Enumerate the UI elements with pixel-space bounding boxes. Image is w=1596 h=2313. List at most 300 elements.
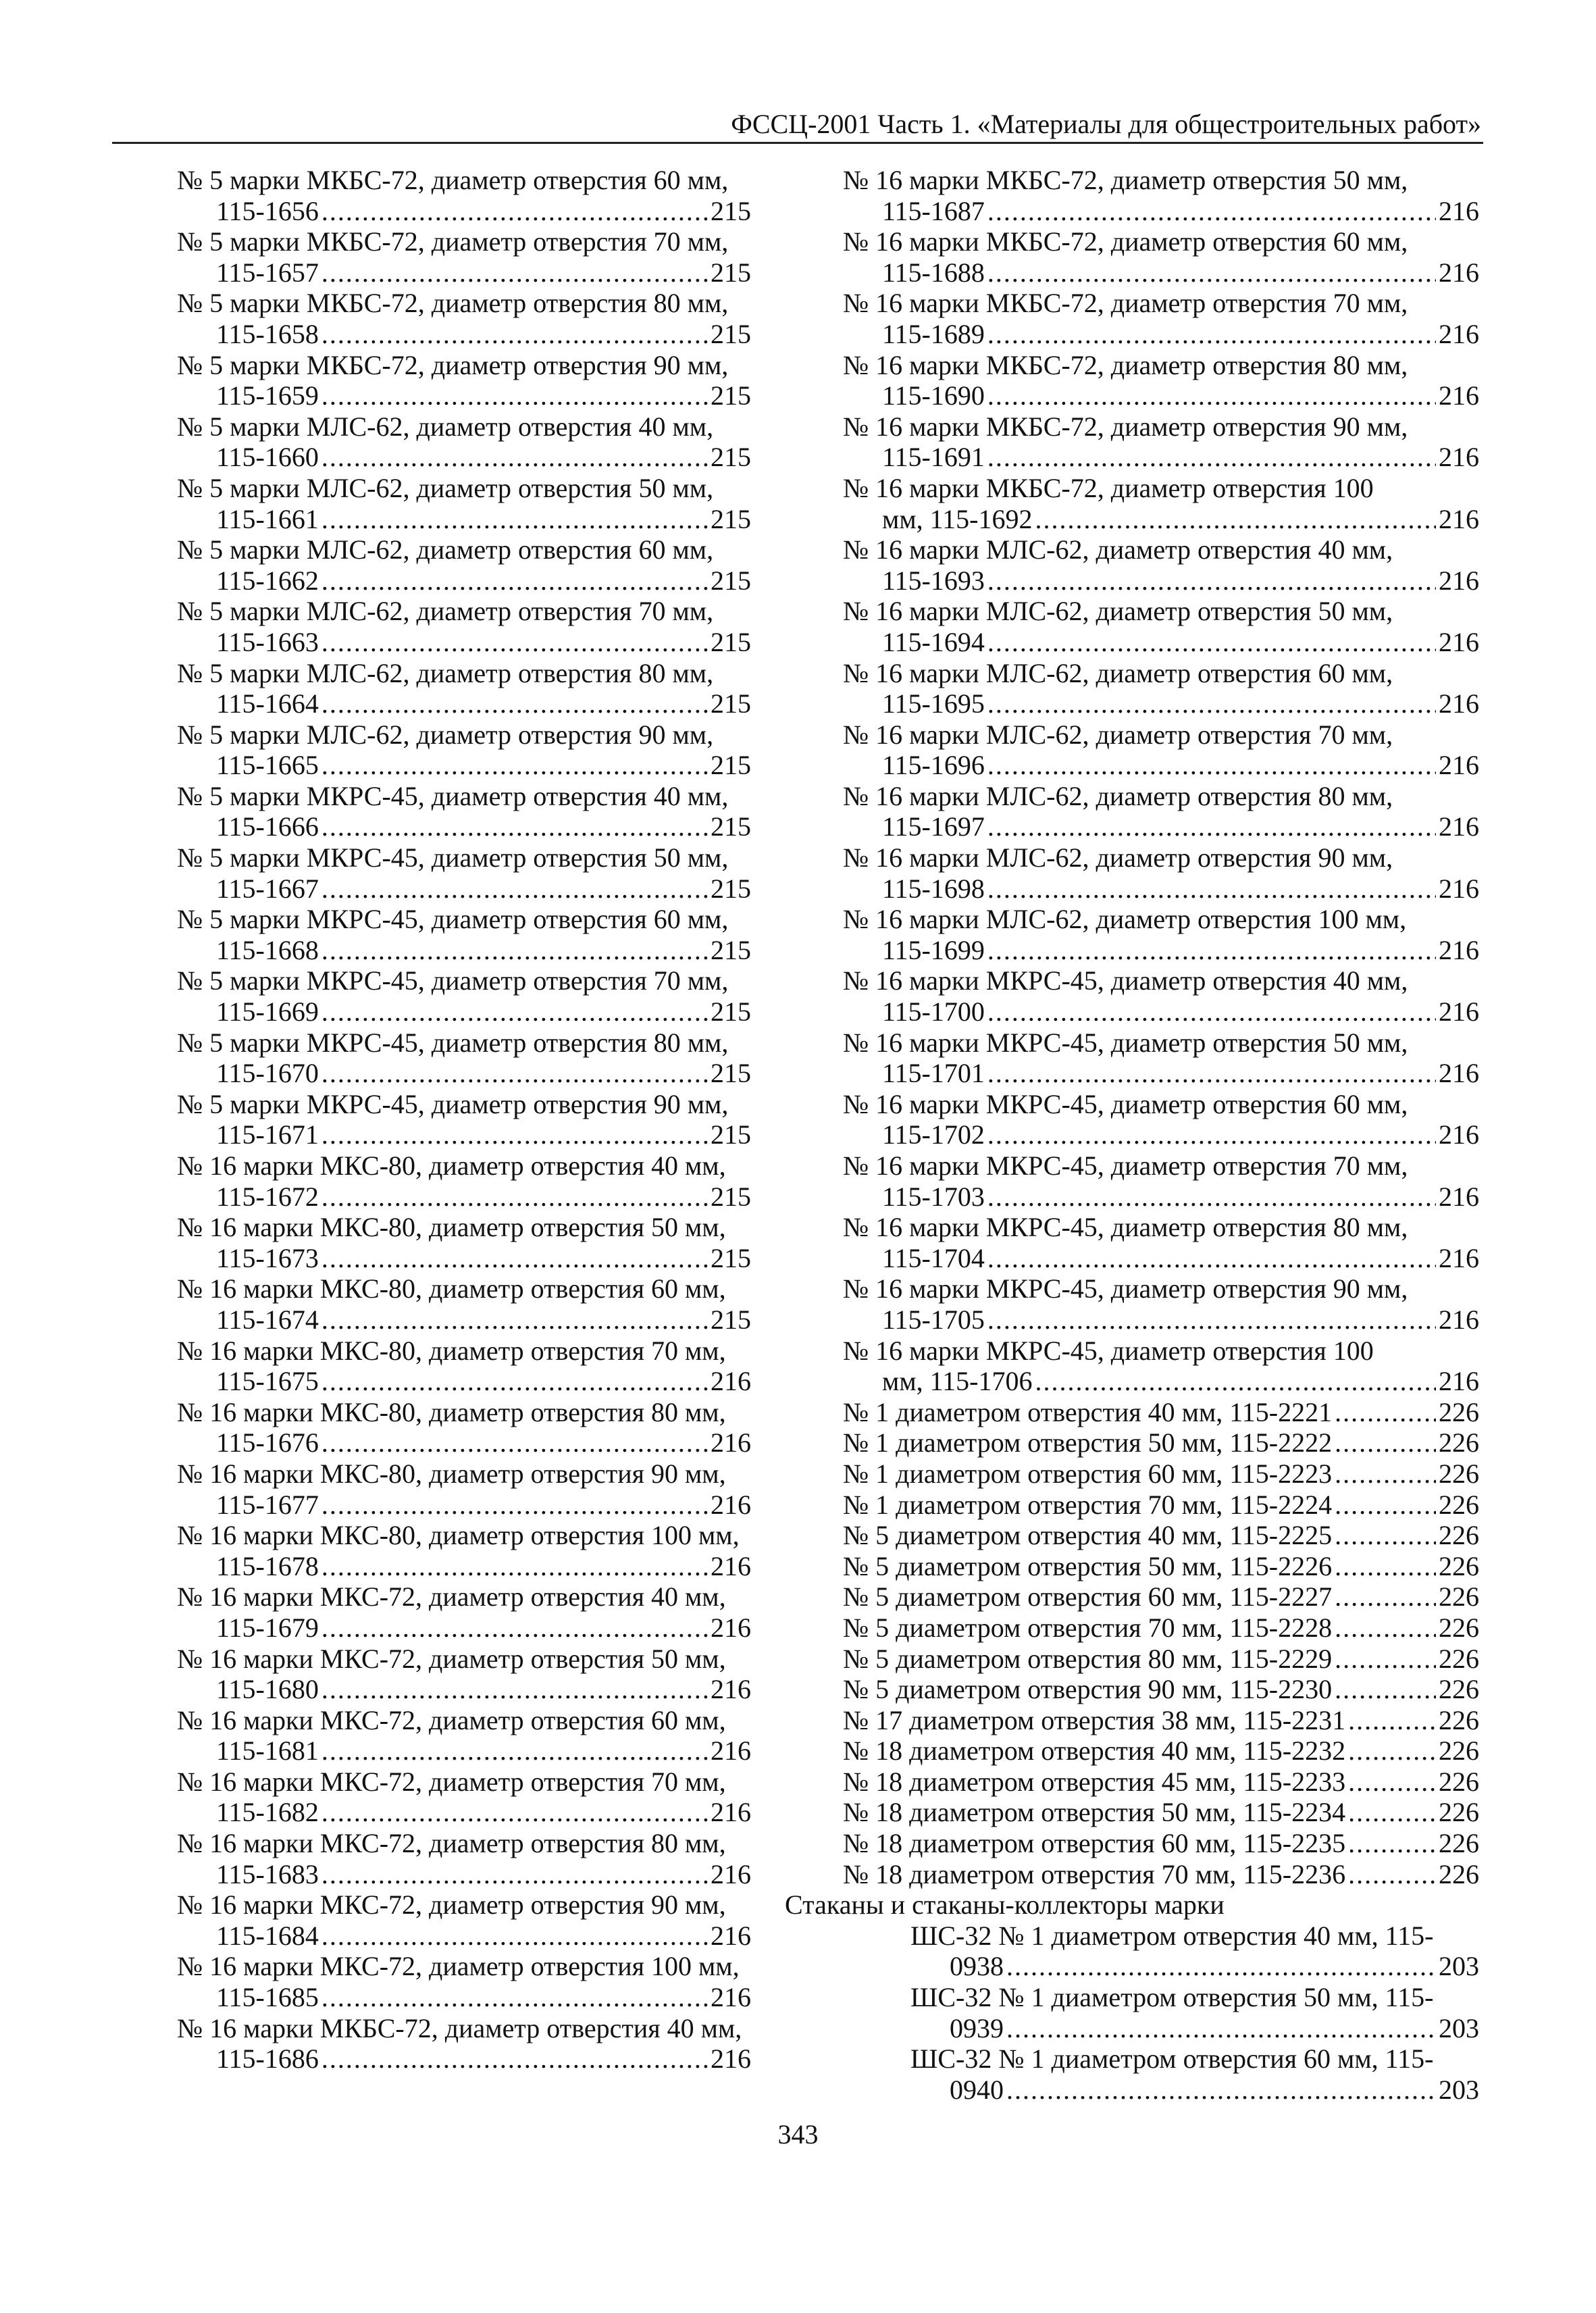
entry-page: 203: [1439, 2012, 1479, 2043]
dot-leader: [321, 1366, 708, 1397]
index-entry: [177, 411, 751, 473]
entry-code-line: [177, 1181, 751, 1213]
index-entry: [843, 719, 1479, 781]
entry-text: № 16 марки МКС-80, диаметр отверстия 70 мм,: [177, 1335, 726, 1366]
entry-page: 216: [711, 2043, 751, 2075]
entry-page: 216: [1439, 380, 1479, 411]
entry-code: мм, 115-1692: [882, 503, 1033, 534]
dot-leader: [1335, 1581, 1436, 1612]
dot-leader: [1348, 1859, 1436, 1890]
dot-leader: [1348, 1735, 1436, 1766]
entry-page: 216: [711, 1427, 751, 1458]
dot-leader: [987, 380, 1436, 411]
index-entry: [843, 288, 1479, 349]
dot-leader: [987, 1119, 1436, 1150]
entry-page: 215: [711, 380, 751, 411]
entry-page: 226: [1439, 1550, 1479, 1581]
entry-page: 216: [1439, 257, 1479, 288]
index-entry: [177, 965, 751, 1027]
entry-page: 216: [1439, 688, 1479, 719]
entry-code-line: [177, 811, 751, 842]
entry-code-line: [177, 1490, 751, 1521]
dot-leader: [321, 1735, 708, 1766]
index-entry: [843, 1397, 1479, 1428]
dot-leader: [987, 196, 1436, 227]
index-entry: [177, 165, 751, 226]
index-entry: [843, 226, 1479, 288]
entry-code: 115-1660: [216, 442, 319, 473]
dot-leader: [321, 1304, 708, 1336]
entry-code: 115-1668: [216, 934, 319, 965]
entry-page: 215: [711, 811, 751, 842]
index-entry: [177, 473, 751, 534]
entry-code-line: [177, 196, 751, 227]
index-entry: [843, 842, 1479, 904]
entry-text: № 16 марки МКБС-72, диаметр отверстия 100: [843, 472, 1374, 503]
entry-text: № 16 марки МКС-72, диаметр отверстия 100 мм,: [177, 1951, 740, 1982]
index-entry: [843, 1336, 1479, 1397]
dot-leader: [321, 319, 708, 350]
entry-text: № 5 марки МКРС-45, диаметр отверстия 50 мм,: [177, 842, 729, 873]
entry-code: 115-1696: [882, 750, 985, 781]
dot-leader: [321, 688, 708, 719]
index-entry: [177, 350, 751, 411]
entry-text: № 16 марки МКС-72, диаметр отверстия 60 мм,: [177, 1704, 726, 1735]
entry-text: № 5 марки МКРС-45, диаметр отверстия 90 мм,: [177, 1088, 729, 1119]
entry-page: 216: [711, 1550, 751, 1581]
entry-text: № 16 марки МКБС-72, диаметр отверстия 60 мм,: [843, 226, 1408, 257]
dot-leader: [987, 996, 1436, 1027]
dot-leader: [321, 1674, 708, 1705]
entry-page: 216: [711, 1674, 751, 1705]
entry-text: № 16 марки МКС-72, диаметр отверстия 50 мм,: [177, 1643, 726, 1674]
entry-code-line: [843, 257, 1479, 288]
dot-leader: [1006, 1951, 1436, 1982]
entry-text: № 16 марки МКС-72, диаметр отверстия 70 мм,: [177, 1766, 726, 1797]
entry-text: ШС-32 № 1 диаметром отверстия 50 мм, 115-: [910, 1982, 1434, 2013]
dot-leader: [1348, 1766, 1436, 1798]
entry-page: 216: [711, 1489, 751, 1520]
index-entry: [843, 165, 1479, 226]
entry-text: № 5 марки МКБС-72, диаметр отверстия 70 мм,: [177, 226, 729, 257]
entry-text: № 18 диаметром отверстия 45 мм, 115-2233: [843, 1766, 1346, 1797]
index-entry: [177, 1951, 751, 2012]
header-rule: [112, 142, 1483, 144]
dot-leader: [987, 750, 1436, 781]
index-entry: [177, 1458, 751, 1520]
entry-code-line: [177, 1304, 751, 1336]
entry-text: № 16 марки МЛС-62, диаметр отверстия 70 мм,: [843, 719, 1393, 750]
entry-code-line: [177, 627, 751, 658]
index-entry: [177, 719, 751, 781]
index-entry: [177, 1644, 751, 1705]
entry-code-line: [177, 1921, 751, 1952]
entry-code: 115-1664: [216, 688, 319, 719]
entry-text: № 5 марки МЛС-62, диаметр отверстия 80 мм,: [177, 657, 714, 688]
index-entry: [177, 1766, 751, 1828]
dot-leader: [1335, 1458, 1436, 1490]
dot-leader: [1035, 504, 1436, 535]
dot-leader: [1335, 1520, 1436, 1551]
entry-text: № 18 диаметром отверстия 60 мм, 115-2235: [843, 1828, 1346, 1859]
entry-text: № 5 диаметром отверстия 80 мм, 115-2229: [843, 1643, 1333, 1674]
entry-code-line: [843, 442, 1479, 473]
entry-page: 215: [711, 565, 751, 596]
dot-leader: [321, 1119, 708, 1150]
entry-code-line: [843, 1243, 1479, 1274]
entry-text: № 16 марки МКРС-45, диаметр отверстия 100: [843, 1335, 1374, 1366]
entry-code: 115-1663: [216, 626, 319, 657]
entry-text: ШС-32 № 1 диаметром отверстия 60 мм, 115-: [910, 2043, 1434, 2075]
dot-leader: [321, 996, 708, 1027]
entry-page: 215: [711, 688, 751, 719]
entry-code: 115-1659: [216, 380, 319, 411]
dot-leader: [321, 1921, 708, 1952]
entry-code-line: [843, 196, 1479, 227]
index-entry: [910, 1982, 1479, 2043]
entry-code: 115-1701: [882, 1058, 985, 1089]
entry-code: 115-1676: [216, 1427, 319, 1458]
dot-leader: [321, 2043, 708, 2075]
entry-page: 216: [1439, 750, 1479, 781]
entry-code-line: [177, 1859, 751, 1890]
entry-code-line: [177, 1551, 751, 1582]
dot-leader: [987, 442, 1436, 473]
index-entry: [843, 1766, 1479, 1798]
entry-text: № 16 марки МЛС-62, диаметр отверстия 80 мм,: [843, 780, 1393, 811]
index-entry: [843, 534, 1479, 596]
entry-text: № 16 марки МКБС-72, диаметр отверстия 50 мм,: [843, 165, 1408, 195]
dot-leader: [321, 196, 708, 227]
entry-text: № 16 марки МКРС-45, диаметр отверстия 80 мм,: [843, 1212, 1408, 1243]
right-single-entries: [843, 1397, 1479, 1890]
index-entry: [177, 1273, 751, 1335]
entry-code-line: [177, 1612, 751, 1644]
index-entry: [177, 1027, 751, 1089]
entry-text: № 16 марки МКС-80, диаметр отверстия 80 мм,: [177, 1396, 726, 1427]
entry-page: 215: [711, 1181, 751, 1212]
entry-page: 215: [711, 503, 751, 534]
entry-text: № 5 диаметром отверстия 60 мм, 115-2227: [843, 1581, 1333, 1612]
entry-text: № 16 марки МКБС-72, диаметр отверстия 40 мм,: [177, 2012, 742, 2043]
entry-code: 115-1690: [882, 380, 985, 411]
entry-code: 115-1683: [216, 1858, 319, 1889]
entry-code: 115-1671: [216, 1119, 319, 1150]
entry-page: 226: [1439, 1797, 1479, 1828]
page-header: ФССЦ-2001 Часть 1. «Материалы для общестроительных работ»: [731, 109, 1481, 139]
dot-leader: [987, 319, 1436, 350]
entry-text: № 16 марки МЛС-62, диаметр отверстия 40 мм,: [843, 534, 1393, 565]
index-entry: [843, 1581, 1479, 1612]
entry-code-line: [843, 1366, 1479, 1397]
entry-code: 115-1685: [216, 1982, 319, 2013]
entry-code-line: [177, 1982, 751, 2013]
index-entry: [843, 1828, 1479, 1859]
entry-code: 115-1656: [216, 195, 319, 226]
dot-leader: [1348, 1705, 1436, 1736]
entry-text: № 5 марки МЛС-62, диаметр отверстия 90 мм,: [177, 719, 714, 750]
entry-code: 115-1695: [882, 688, 985, 719]
page-number: 343: [777, 2119, 819, 2150]
entry-code: 0939: [950, 2012, 1004, 2043]
entry-page: 226: [1439, 1858, 1479, 1889]
entry-page: 216: [1439, 1304, 1479, 1335]
entry-page: 216: [711, 1982, 751, 2013]
entry-page: 226: [1439, 1520, 1479, 1551]
entry-code-line: [843, 1058, 1479, 1089]
dot-leader: [321, 1490, 708, 1521]
entry-code-line: [843, 1181, 1479, 1213]
index-entry: [177, 904, 751, 965]
entry-code-line: [177, 1366, 751, 1397]
dot-leader: [987, 565, 1436, 596]
dot-leader: [321, 1181, 708, 1213]
entry-code-line: [843, 504, 1479, 535]
entry-code: 115-1700: [882, 996, 985, 1027]
dot-leader: [987, 1243, 1436, 1274]
entry-code: 115-1699: [882, 934, 985, 965]
entry-page: 216: [711, 1858, 751, 1889]
index-column-left: [177, 165, 751, 2075]
index-entry: [177, 1089, 751, 1150]
entry-code: мм, 115-1706: [882, 1366, 1033, 1397]
index-entry: [843, 1644, 1479, 1675]
entry-code: 0940: [950, 2074, 1004, 2105]
entry-page: 215: [711, 750, 751, 781]
entry-code-line: [843, 1304, 1479, 1336]
dot-leader: [321, 1982, 708, 2013]
index-entry: [177, 842, 751, 904]
entry-code-line: [910, 2013, 1479, 2044]
entry-page: 215: [711, 195, 751, 226]
entry-code-line: [843, 319, 1479, 350]
entry-code-line: [177, 1058, 751, 1089]
entry-page: 226: [1439, 1612, 1479, 1643]
entry-text: № 16 марки МКБС-72, диаметр отверстия 80 мм,: [843, 349, 1408, 380]
entry-text: № 1 диаметром отверстия 60 мм, 115-2223: [843, 1458, 1333, 1489]
entry-text: № 16 марки МЛС-62, диаметр отверстия 60 мм,: [843, 657, 1393, 688]
dot-leader: [321, 1797, 708, 1828]
entry-page: 226: [1439, 1458, 1479, 1489]
entry-code-line: [177, 442, 751, 473]
entry-code-line: [177, 873, 751, 905]
entry-page: 216: [1439, 1058, 1479, 1089]
entry-page: 216: [1439, 565, 1479, 596]
index-entry: [843, 904, 1479, 965]
entry-text: № 5 диаметром отверстия 40 мм, 115-2225: [843, 1520, 1333, 1551]
index-entry: [177, 2013, 751, 2075]
entry-code: 115-1688: [882, 257, 985, 288]
index-entry: [843, 1551, 1479, 1582]
dot-leader: [987, 257, 1436, 288]
entry-page: 216: [711, 1735, 751, 1766]
entry-code-line: [910, 1951, 1479, 1982]
entry-code-line: [177, 380, 751, 411]
entry-code: 115-1702: [882, 1119, 985, 1150]
index-entry: [843, 1150, 1479, 1212]
entry-code-line: [177, 935, 751, 966]
entry-page: 216: [1439, 503, 1479, 534]
entry-page: 216: [1439, 873, 1479, 904]
entry-text: № 18 диаметром отверстия 40 мм, 115-2232: [843, 1735, 1346, 1766]
entry-code: 115-1698: [882, 873, 985, 904]
entry-text: № 16 марки МКС-80, диаметр отверстия 90 мм,: [177, 1458, 726, 1489]
entry-page: 226: [1439, 1489, 1479, 1520]
entry-text: № 1 диаметром отверстия 50 мм, 115-2222: [843, 1427, 1333, 1458]
index-entry: [177, 1520, 751, 1581]
entry-text: ШС-32 № 1 диаметром отверстия 40 мм, 115-: [910, 1920, 1434, 1951]
entry-code-line: [177, 1735, 751, 1766]
index-entry: [843, 1273, 1479, 1335]
entry-code-line: [843, 811, 1479, 842]
index-entry: [177, 1705, 751, 1766]
entry-code: 115-1703: [882, 1181, 985, 1212]
entry-code-line: [177, 750, 751, 781]
entry-page: 216: [711, 1920, 751, 1951]
entry-page: 226: [1439, 1643, 1479, 1674]
entry-page: 215: [711, 257, 751, 288]
entry-text: № 16 марки МКС-80, диаметр отверстия 50 мм,: [177, 1212, 726, 1243]
entry-text: № 5 марки МКРС-45, диаметр отверстия 80 мм,: [177, 1027, 729, 1058]
entry-page: 215: [711, 1119, 751, 1150]
entry-code-line: [843, 935, 1479, 966]
index-entry: [177, 226, 751, 288]
dot-leader: [321, 811, 708, 842]
entry-code: 115-1694: [882, 626, 985, 657]
entry-code: 115-1672: [216, 1181, 319, 1212]
entry-code: 115-1675: [216, 1366, 319, 1397]
entry-page: 215: [711, 1242, 751, 1273]
entry-code: 115-1669: [216, 996, 319, 1027]
entry-page: 226: [1439, 1704, 1479, 1735]
entry-page: 216: [711, 1612, 751, 1643]
entry-code: 115-1687: [882, 195, 985, 226]
entry-code: 0938: [950, 1951, 1004, 1982]
entry-code: 115-1677: [216, 1489, 319, 1520]
dot-leader: [321, 1612, 708, 1644]
entry-code: 115-1658: [216, 318, 319, 349]
entry-text: № 5 марки МКРС-45, диаметр отверстия 70 мм,: [177, 965, 729, 996]
index-entry: [843, 1490, 1479, 1521]
entry-page: 226: [1439, 1735, 1479, 1766]
index-entry: [843, 1735, 1479, 1766]
entry-code-line: [843, 380, 1479, 411]
entry-text: № 1 диаметром отверстия 40 мм, 115-2221: [843, 1396, 1333, 1427]
entry-code-line: [843, 627, 1479, 658]
entry-page: 215: [711, 996, 751, 1027]
index-entry: [177, 1150, 751, 1212]
index-entry: [843, 1705, 1479, 1736]
entry-text: № 16 марки МКРС-45, диаметр отверстия 90 мм,: [843, 1273, 1408, 1304]
entry-page: 216: [1439, 318, 1479, 349]
entry-text: № 16 марки МЛС-62, диаметр отверстия 100 мм,: [843, 904, 1407, 935]
index-entry: [843, 1797, 1479, 1828]
entry-text: № 16 марки МКРС-45, диаметр отверстия 40 мм,: [843, 965, 1408, 996]
entry-page: 215: [711, 1304, 751, 1335]
entry-code: 115-1681: [216, 1735, 319, 1766]
entry-code-line: [177, 1243, 751, 1274]
entry-page: 215: [711, 318, 751, 349]
index-entry: [177, 596, 751, 657]
entry-page: 215: [711, 626, 751, 657]
entry-text: № 17 диаметром отверстия 38 мм, 115-2231: [843, 1704, 1346, 1735]
entry-page: 216: [1439, 811, 1479, 842]
dot-leader: [987, 935, 1436, 966]
dot-leader: [321, 750, 708, 781]
entry-page: 226: [1439, 1581, 1479, 1612]
index-entry: [843, 473, 1479, 534]
index-entry: [843, 1674, 1479, 1705]
entry-page: 216: [1439, 1119, 1479, 1150]
dot-leader: [321, 1551, 708, 1582]
entry-code: 115-1691: [882, 442, 985, 473]
dot-leader: [321, 257, 708, 288]
entry-text: № 16 марки МЛС-62, диаметр отверстия 90 мм,: [843, 842, 1393, 873]
entry-page: 215: [711, 873, 751, 904]
index-entry: [177, 1212, 751, 1273]
entry-text: № 5 диаметром отверстия 70 мм, 115-2228: [843, 1612, 1333, 1643]
index-entry: [177, 781, 751, 842]
index-entry: [177, 1581, 751, 1643]
entry-page: 203: [1439, 1951, 1479, 1982]
dot-leader: [987, 627, 1436, 658]
entry-code: 115-1667: [216, 873, 319, 904]
entry-code: 115-1666: [216, 811, 319, 842]
entry-text: № 5 марки МЛС-62, диаметр отверстия 60 мм,: [177, 534, 714, 565]
entry-text: № 16 марки МКБС-72, диаметр отверстия 90 мм,: [843, 411, 1408, 442]
entry-code: 115-1662: [216, 565, 319, 596]
dot-leader: [321, 1427, 708, 1458]
index-entry: [910, 1921, 1479, 1982]
index-entry: [843, 1612, 1479, 1644]
entry-code-line: [177, 688, 751, 719]
entry-page: 226: [1439, 1396, 1479, 1427]
entry-page: 226: [1439, 1828, 1479, 1859]
dot-leader: [321, 1058, 708, 1089]
entry-text: № 5 марки МКРС-45, диаметр отверстия 60 мм,: [177, 904, 729, 935]
entry-code: 115-1670: [216, 1058, 319, 1089]
entry-text: № 16 марки МКС-80, диаметр отверстия 40 мм,: [177, 1150, 726, 1181]
section-entries: [843, 1921, 1479, 2106]
entry-code-line: [177, 257, 751, 288]
index-entry: [177, 1397, 751, 1458]
index-entry: [177, 658, 751, 719]
index-entry: [177, 534, 751, 596]
entry-page: 216: [1439, 1242, 1479, 1273]
dot-leader: [321, 1243, 708, 1274]
entry-code: 115-1693: [882, 565, 985, 596]
dot-leader: [1335, 1644, 1436, 1675]
dot-leader: [987, 688, 1436, 719]
index-entry: [177, 1889, 751, 1951]
entry-code-line: [177, 319, 751, 350]
index-entry: [910, 2043, 1479, 2105]
index-entry: [843, 781, 1479, 842]
entry-page: 216: [711, 1366, 751, 1397]
dot-leader: [1335, 1612, 1436, 1644]
entry-text: № 18 диаметром отверстия 50 мм, 115-2234: [843, 1797, 1346, 1828]
section-heading: Стаканы и стаканы-коллекторы марки: [785, 1889, 1225, 1921]
entry-code: 115-1705: [882, 1304, 985, 1335]
entry-code: 115-1679: [216, 1612, 319, 1643]
entry-code-line: [177, 1119, 751, 1150]
entry-code: 115-1704: [882, 1242, 985, 1273]
index-entry: [843, 1520, 1479, 1551]
entry-text: № 16 марки МКРС-45, диаметр отверстия 50 мм,: [843, 1027, 1408, 1058]
entry-code-line: [177, 1427, 751, 1458]
entry-code: 115-1682: [216, 1797, 319, 1828]
right-entries: [843, 165, 1479, 1397]
